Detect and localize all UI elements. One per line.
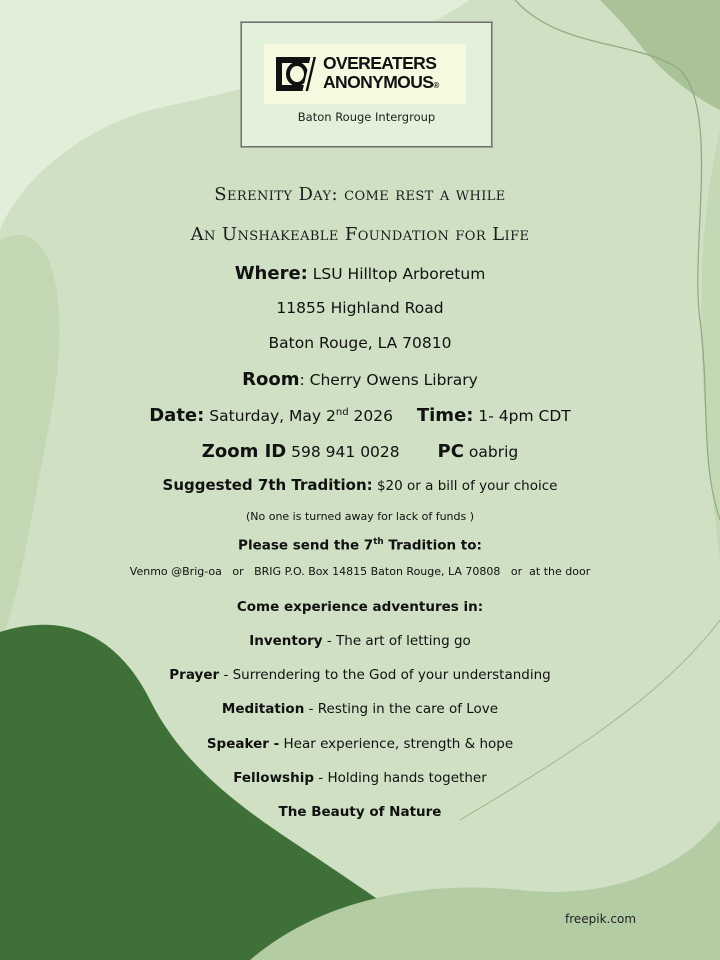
adventure-item-prayer: Prayer - Surrendering to the God of your understanding xyxy=(169,667,551,683)
time-value: 1- 4pm CDT xyxy=(478,407,571,425)
zoom-id: 598 941 0028 xyxy=(291,443,400,461)
adventure-item-meditation: Meditation - Resting in the care of Love xyxy=(221,701,499,717)
oa-logo xyxy=(264,44,466,104)
where-value: LSU Hilltop Arboretum xyxy=(312,265,486,283)
zoom-line xyxy=(0,441,720,462)
room-label: Room xyxy=(242,369,300,390)
date-label: Date: xyxy=(149,405,205,426)
room-line xyxy=(0,369,720,390)
adventure-item-speaker: Speaker - Hear experience, strength & hope xyxy=(206,736,514,752)
intergroup-name: Baton Rouge Intergroup xyxy=(297,110,436,124)
adventure-item-fellowship: Fellowship - Holding hands together xyxy=(233,770,487,786)
date-time-line xyxy=(0,405,720,426)
passcode-value: oabrig xyxy=(468,443,519,461)
adventure-item-inventory: Inventory - The art of letting go xyxy=(249,633,471,649)
date-ordinal: nd xyxy=(335,406,349,418)
logo-wordmark xyxy=(323,54,439,95)
zoom-label: Zoom ID xyxy=(201,441,287,462)
address-line-1: 11855 Highland Road xyxy=(276,299,444,317)
where-label: Where: xyxy=(234,263,308,284)
funds-note: (No one is turned away for lack of funds ) xyxy=(245,510,475,523)
event-subtitle: An Unshakeable Foundation for Life xyxy=(190,224,530,245)
passcode-label: PC xyxy=(437,441,464,462)
event-title: Serenity Day: come rest a while xyxy=(214,184,506,205)
registered-mark: ® xyxy=(433,81,439,90)
address-line-2: Baton Rouge, LA 70810 xyxy=(268,334,452,352)
tradition-line xyxy=(0,476,720,494)
oa-logo-icon xyxy=(276,54,326,94)
date-value: Saturday, May 2nd 2026 xyxy=(209,406,393,425)
closing-line: The Beauty of Nature xyxy=(278,804,442,820)
where-line xyxy=(0,263,720,284)
send-ordinal: th xyxy=(373,537,384,547)
send-tradition-heading: Please send the 7th Tradition to: xyxy=(238,537,482,554)
payment-methods: Venmo @Brig-oa or BRIG P.O. Box 14815 Baton Rouge, LA 70808 or at the door xyxy=(129,565,591,578)
adventures-heading: Come experience adventures in: xyxy=(236,599,484,615)
logo-line-2: ANONYMOUS® xyxy=(323,72,439,92)
logo-line-1: OVEREATERS xyxy=(323,53,437,73)
image-credit: freepik.com xyxy=(565,912,637,926)
tradition-label: Suggested 7th Tradition: xyxy=(162,476,373,494)
room-value: : Cherry Owens Library xyxy=(299,371,478,389)
tradition-value: $20 or a bill of your choice xyxy=(376,478,558,494)
time-label: Time: xyxy=(416,405,474,426)
